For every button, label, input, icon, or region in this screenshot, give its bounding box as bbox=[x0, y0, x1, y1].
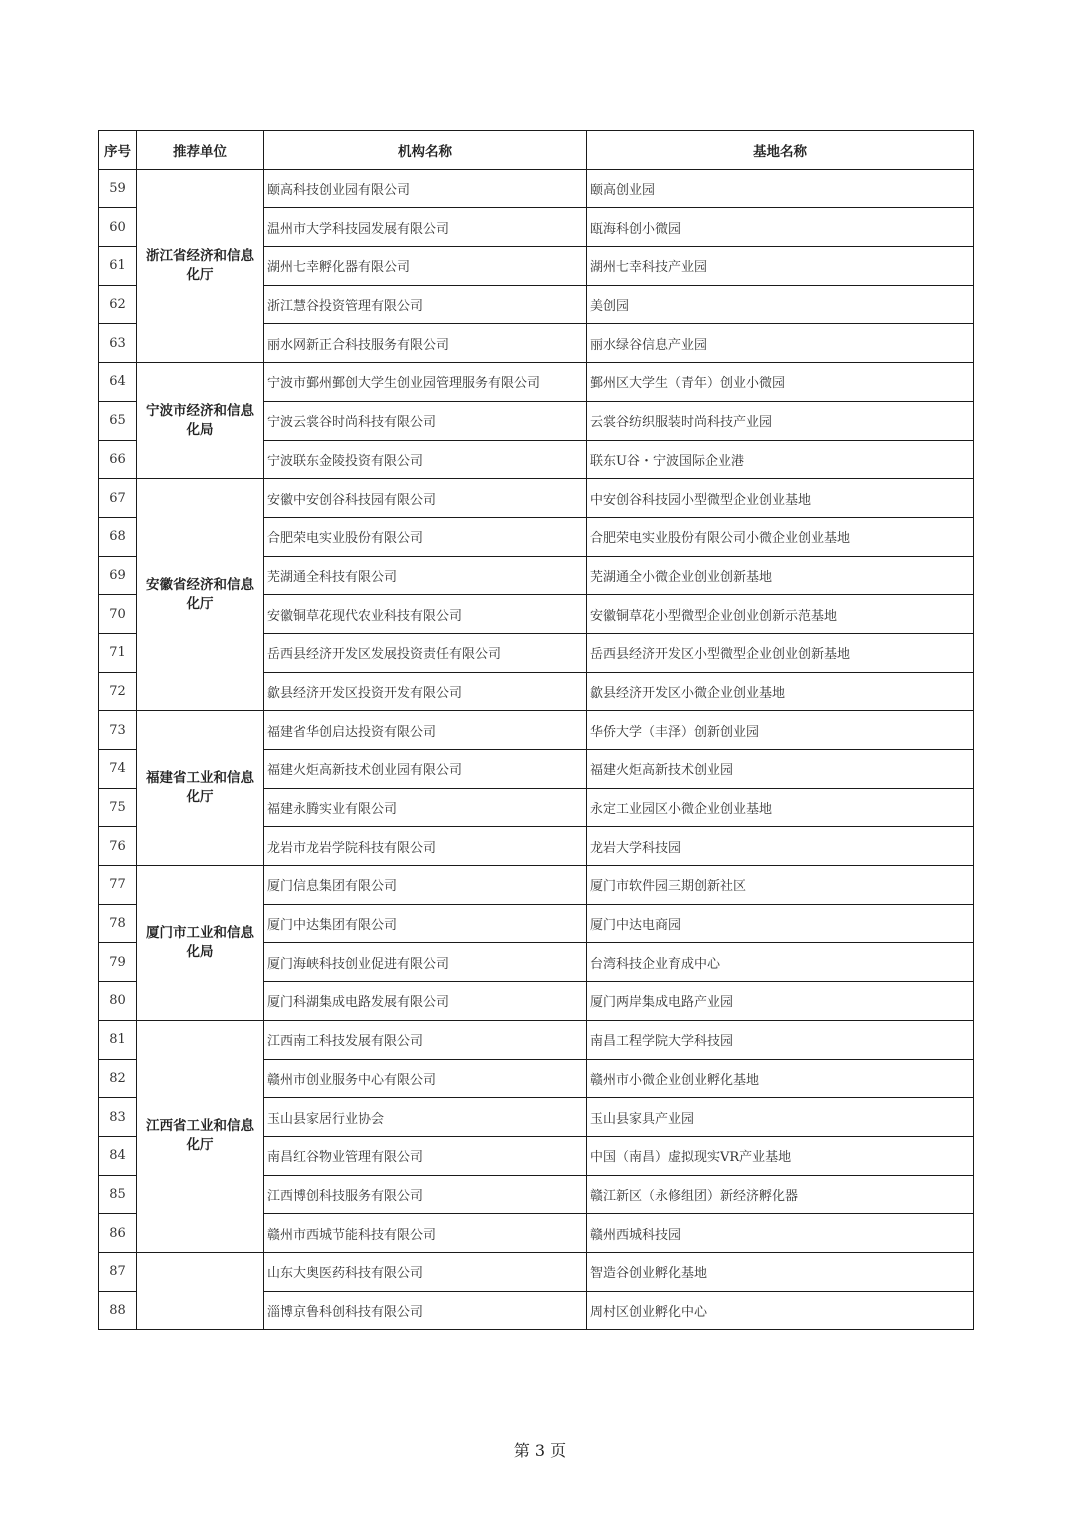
base-name: 湖州七幸科技产业园 bbox=[587, 247, 974, 286]
institution-name: 厦门海峡科技创业促进有限公司 bbox=[264, 943, 587, 982]
table-row bbox=[99, 169, 974, 208]
institution-name: 宁波云裳谷时尚科技有限公司 bbox=[264, 401, 587, 440]
base-name: 瓯海科创小微园 bbox=[587, 208, 974, 247]
table-row bbox=[99, 1020, 974, 1059]
recommending-unit: 浙江省经济和信息化厅 bbox=[137, 169, 264, 362]
institution-name: 厦门中达集团有限公司 bbox=[264, 904, 587, 943]
institution-name: 合肥荣电实业股份有限公司 bbox=[264, 517, 587, 556]
institution-name: 赣州市西城节能科技有限公司 bbox=[264, 1214, 587, 1253]
base-name: 厦门中达电商园 bbox=[587, 904, 974, 943]
recommending-unit: 福建省工业和信息化厅 bbox=[137, 711, 264, 866]
row-seq: 78 bbox=[99, 904, 137, 943]
row-seq: 62 bbox=[99, 285, 137, 324]
institution-name: 岳西县经济开发区发展投资责任有限公司 bbox=[264, 633, 587, 672]
row-seq: 69 bbox=[99, 556, 137, 595]
base-name: 玉山县家具产业园 bbox=[587, 1098, 974, 1137]
institution-name: 玉山县家居行业协会 bbox=[264, 1098, 587, 1137]
row-seq: 70 bbox=[99, 595, 137, 634]
base-name: 福建火炬高新技术创业园 bbox=[587, 750, 974, 789]
institution-name: 福建火炬高新技术创业园有限公司 bbox=[264, 750, 587, 789]
row-seq: 88 bbox=[99, 1291, 137, 1330]
base-name: 芜湖通全小微企业创业创新基地 bbox=[587, 556, 974, 595]
row-seq: 76 bbox=[99, 827, 137, 866]
base-name: 颐高创业园 bbox=[587, 169, 974, 208]
institution-name: 浙江慧谷投资管理有限公司 bbox=[264, 285, 587, 324]
recommending-unit: 安徽省经济和信息化厅 bbox=[137, 479, 264, 711]
institution-name: 龙岩市龙岩学院科技有限公司 bbox=[264, 827, 587, 866]
base-name: 永定工业园区小微企业创业基地 bbox=[587, 788, 974, 827]
institution-name: 厦门科湖集成电路发展有限公司 bbox=[264, 982, 587, 1021]
base-name: 中安创谷科技园小型微型企业创业基地 bbox=[587, 479, 974, 518]
row-seq: 59 bbox=[99, 169, 137, 208]
row-seq: 75 bbox=[99, 788, 137, 827]
table-row bbox=[99, 363, 974, 402]
row-seq: 67 bbox=[99, 479, 137, 518]
recommending-unit: 江西省工业和信息化厅 bbox=[137, 1020, 264, 1252]
institution-name: 歙县经济开发区投资开发有限公司 bbox=[264, 672, 587, 711]
base-name: 合肥荣电实业股份有限公司小微企业创业基地 bbox=[587, 517, 974, 556]
base-name: 安徽铜草花小型微型企业创业创新示范基地 bbox=[587, 595, 974, 634]
institution-name: 温州市大学科技园发展有限公司 bbox=[264, 208, 587, 247]
row-seq: 80 bbox=[99, 982, 137, 1021]
institution-name: 安徽铜草花现代农业科技有限公司 bbox=[264, 595, 587, 634]
table-row bbox=[99, 1252, 974, 1291]
base-name: 云裳谷纺织服装时尚科技产业园 bbox=[587, 401, 974, 440]
institution-table bbox=[98, 130, 974, 1330]
row-seq: 73 bbox=[99, 711, 137, 750]
base-name: 鄞州区大学生（青年）创业小微园 bbox=[587, 363, 974, 402]
institution-name: 赣州市创业服务中心有限公司 bbox=[264, 1059, 587, 1098]
institution-name: 安徽中安创谷科技园有限公司 bbox=[264, 479, 587, 518]
table-body bbox=[99, 169, 974, 1330]
row-seq: 86 bbox=[99, 1214, 137, 1253]
base-name: 岳西县经济开发区小型微型企业创业创新基地 bbox=[587, 633, 974, 672]
base-name: 歙县经济开发区小微企业创业基地 bbox=[587, 672, 974, 711]
institution-name: 福建永腾实业有限公司 bbox=[264, 788, 587, 827]
row-seq: 81 bbox=[99, 1020, 137, 1059]
recommending-unit: 厦门市工业和信息化局 bbox=[137, 866, 264, 1021]
base-name: 赣州西城科技园 bbox=[587, 1214, 974, 1253]
base-name: 华侨大学（丰泽）创新创业园 bbox=[587, 711, 974, 750]
base-name: 智造谷创业孵化基地 bbox=[587, 1252, 974, 1291]
row-seq: 61 bbox=[99, 247, 137, 286]
base-name: 周村区创业孵化中心 bbox=[587, 1291, 974, 1330]
base-name: 赣江新区（永修组团）新经济孵化器 bbox=[587, 1175, 974, 1214]
header-seq: 序号 bbox=[99, 131, 137, 170]
row-seq: 71 bbox=[99, 633, 137, 672]
base-name: 赣州市小微企业创业孵化基地 bbox=[587, 1059, 974, 1098]
base-name: 龙岩大学科技园 bbox=[587, 827, 974, 866]
recommending-unit: 宁波市经济和信息化局 bbox=[137, 363, 264, 479]
base-name: 联东U谷・宁波国际企业港 bbox=[587, 440, 974, 479]
row-seq: 72 bbox=[99, 672, 137, 711]
institution-name: 南昌红谷物业管理有限公司 bbox=[264, 1136, 587, 1175]
institution-name: 江西博创科技服务有限公司 bbox=[264, 1175, 587, 1214]
base-name: 美创园 bbox=[587, 285, 974, 324]
base-name: 台湾科技企业育成中心 bbox=[587, 943, 974, 982]
row-seq: 65 bbox=[99, 401, 137, 440]
recommending-unit bbox=[137, 1252, 264, 1329]
institution-name: 厦门信息集团有限公司 bbox=[264, 866, 587, 905]
institution-name: 颐高科技创业园有限公司 bbox=[264, 169, 587, 208]
row-seq: 63 bbox=[99, 324, 137, 363]
institution-name: 江西南工科技发展有限公司 bbox=[264, 1020, 587, 1059]
table-row bbox=[99, 866, 974, 905]
row-seq: 68 bbox=[99, 517, 137, 556]
base-name: 厦门两岸集成电路产业园 bbox=[587, 982, 974, 1021]
row-seq: 79 bbox=[99, 943, 137, 982]
institution-name: 丽水网新正合科技服务有限公司 bbox=[264, 324, 587, 363]
row-seq: 87 bbox=[99, 1252, 137, 1291]
table-header bbox=[99, 131, 974, 170]
header-base: 基地名称 bbox=[587, 131, 974, 170]
row-seq: 82 bbox=[99, 1059, 137, 1098]
row-seq: 74 bbox=[99, 750, 137, 789]
header-row bbox=[99, 131, 974, 170]
row-seq: 85 bbox=[99, 1175, 137, 1214]
institution-name: 宁波市鄞州鄞创大学生创业园管理服务有限公司 bbox=[264, 363, 587, 402]
institution-name: 湖州七幸孵化器有限公司 bbox=[264, 247, 587, 286]
base-name: 南昌工程学院大学科技园 bbox=[587, 1020, 974, 1059]
institution-name: 福建省华创启达投资有限公司 bbox=[264, 711, 587, 750]
institution-name: 芜湖通全科技有限公司 bbox=[264, 556, 587, 595]
row-seq: 60 bbox=[99, 208, 137, 247]
row-seq: 77 bbox=[99, 866, 137, 905]
institution-name: 淄博京鲁科创科技有限公司 bbox=[264, 1291, 587, 1330]
row-seq: 64 bbox=[99, 363, 137, 402]
base-name: 丽水绿谷信息产业园 bbox=[587, 324, 974, 363]
base-name: 厦门市软件园三期创新社区 bbox=[587, 866, 974, 905]
page-number: 第 3 页 bbox=[513, 1441, 567, 1460]
row-seq: 66 bbox=[99, 440, 137, 479]
institution-name: 宁波联东金陵投资有限公司 bbox=[264, 440, 587, 479]
header-org: 机构名称 bbox=[264, 131, 587, 170]
table-row bbox=[99, 711, 974, 750]
row-seq: 83 bbox=[99, 1098, 137, 1137]
row-seq: 84 bbox=[99, 1136, 137, 1175]
header-unit: 推荐单位 bbox=[137, 131, 264, 170]
institution-name: 山东大奥医药科技有限公司 bbox=[264, 1252, 587, 1291]
table-row bbox=[99, 479, 974, 518]
base-name: 中国（南昌）虚拟现实VR产业基地 bbox=[587, 1136, 974, 1175]
